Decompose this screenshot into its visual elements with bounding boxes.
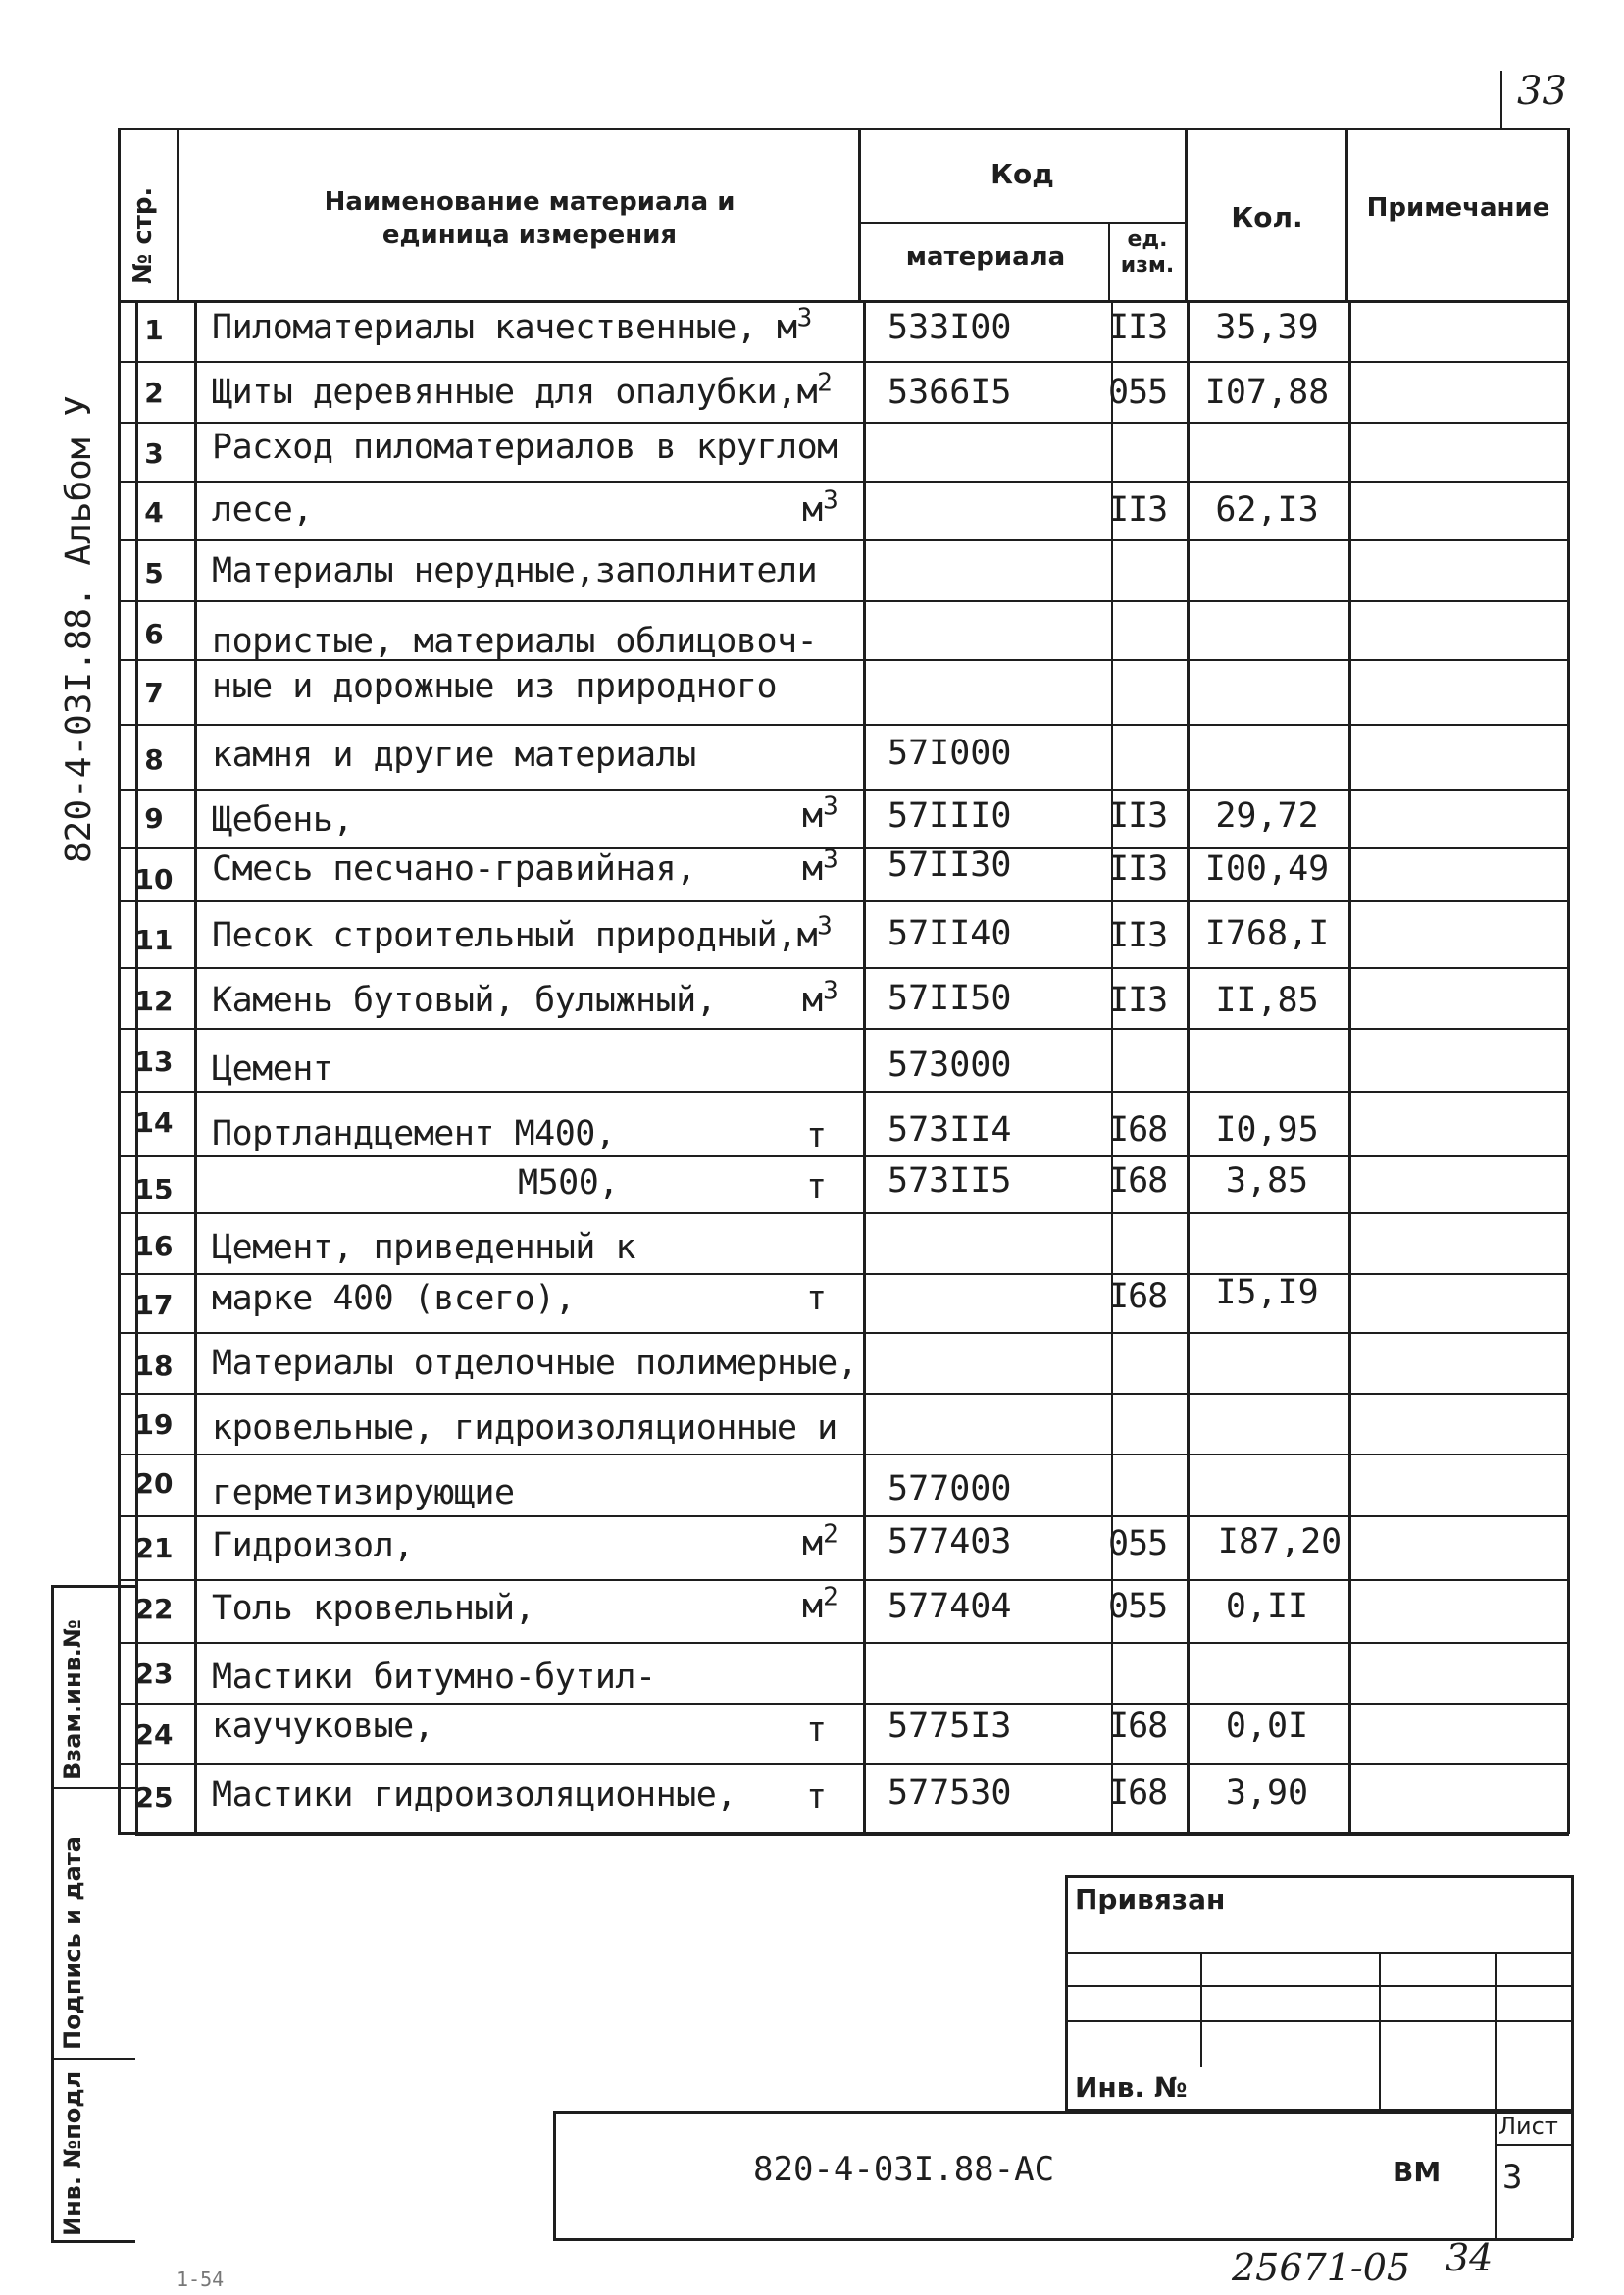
row-18-name: Материалы отделочные полимерные,	[212, 1344, 858, 1383]
inv-no-label: Инв. №	[1075, 2071, 1188, 2104]
row-15-name: М500,	[518, 1163, 619, 1202]
row-20-name: герметизирующие	[212, 1473, 515, 1512]
row-16-number: 16	[134, 1230, 174, 1262]
stage-label: ВМ	[1393, 2156, 1442, 2188]
row-20-number: 20	[134, 1467, 174, 1500]
row-15-unit-code: I68	[1108, 1161, 1168, 1200]
row-10-unit-code: II3	[1108, 849, 1168, 889]
row-17-unit: т	[806, 1279, 828, 1318]
row-24-unit: т	[806, 1710, 828, 1750]
row-15-unit: т	[806, 1167, 828, 1206]
row-1-number: 1	[144, 314, 164, 346]
row-17-qty: I5,I9	[1215, 1273, 1319, 1312]
row-23-number: 23	[134, 1658, 174, 1690]
row-24-qty: 0,0I	[1225, 1707, 1309, 1746]
row-2-unit-code: 055	[1108, 373, 1168, 412]
row-2-number: 2	[144, 377, 164, 409]
handwritten-number: 25671-05	[1232, 2246, 1411, 2289]
page-number: 33	[1517, 69, 1567, 114]
row-1-code: 533I00	[888, 308, 1012, 347]
row-25-qty: 3,90	[1225, 1773, 1309, 1812]
row-11-unit-code: II3	[1108, 916, 1168, 955]
row-4-unit: $м^3$	[802, 485, 838, 530]
header-row-no: № стр.	[128, 186, 158, 284]
row-12-number: 12	[134, 985, 174, 1017]
row-16-name: Цемент, приведенный к	[212, 1228, 636, 1267]
row-14-name: Портландцемент М400,	[212, 1114, 616, 1153]
row-22-unit: $м^2$	[802, 1582, 838, 1626]
row-21-code: 577403	[888, 1522, 1012, 1561]
row-8-number: 8	[144, 743, 164, 776]
row-9-name: Щебень,	[212, 800, 354, 840]
row-10-code: 57II30	[888, 845, 1012, 885]
row-21-qty: I87,20	[1217, 1522, 1343, 1561]
row-20-code: 577000	[888, 1469, 1012, 1508]
row-22-name: Толь кровельный,	[212, 1589, 535, 1628]
row-1-unit-code: II3	[1108, 308, 1168, 347]
row-23-name: Мастики битумно-бутил-	[212, 1658, 656, 1697]
row-9-code: 57III0	[888, 796, 1012, 836]
row-4-unit-code: II3	[1108, 490, 1168, 530]
row-11-code: 57II40	[888, 914, 1012, 953]
row-13-code: 573000	[888, 1046, 1012, 1085]
row-22-unit-code: 055	[1108, 1587, 1168, 1626]
row-22-code: 577404	[888, 1587, 1012, 1626]
row-12-qty: II,85	[1215, 981, 1319, 1020]
row-10-qty: I00,49	[1204, 849, 1330, 889]
row-12-name: Камень бутовый, булыжный,	[212, 981, 717, 1020]
row-24-unit-code: I68	[1108, 1707, 1168, 1746]
row-21-name: Гидроизол,	[212, 1526, 414, 1565]
row-25-number: 25	[134, 1781, 174, 1813]
row-11-name: Песок строительный $природный,м^3$	[212, 911, 833, 955]
row-4-number: 4	[144, 496, 164, 529]
header-code-unit: ед. изм.	[1120, 228, 1175, 279]
row-2-code: 5366I5	[888, 373, 1012, 412]
row-12-code: 57II50	[888, 979, 1012, 1018]
row-13-number: 13	[134, 1046, 174, 1078]
row-15-code: 573II5	[888, 1161, 1012, 1200]
row-22-number: 22	[134, 1593, 174, 1625]
header-name: Наименование материала и единица измерения	[324, 187, 736, 250]
row-7-name: ные и дорожные из природного	[212, 667, 778, 706]
row-24-name: каучуковые,	[212, 1707, 434, 1746]
row-21-number: 21	[134, 1532, 174, 1564]
row-15-qty: 3,85	[1225, 1161, 1309, 1200]
row-25-unit-code: I68	[1108, 1773, 1168, 1812]
stamp-vzam-inv: Взам.инв.№	[59, 1619, 86, 1780]
row-19-name: кровельные, гидроизоляционные и	[212, 1408, 837, 1448]
row-13-name: Цемент	[212, 1049, 333, 1089]
header-qty: Кол.	[1231, 201, 1303, 233]
privyazan-label: Привязан	[1075, 1883, 1226, 1915]
row-14-code: 573II4	[888, 1110, 1012, 1149]
row-11-number: 11	[134, 924, 174, 956]
row-10-unit: $м^3$	[802, 844, 838, 889]
row-9-unit: $м^3$	[802, 791, 838, 836]
row-4-qty: 62,I3	[1215, 490, 1319, 530]
row-1-qty: 35,39	[1215, 308, 1319, 347]
row-14-unit-code: I68	[1108, 1110, 1168, 1149]
row-15-number: 15	[134, 1173, 174, 1205]
row-18-number: 18	[134, 1350, 174, 1382]
row-24-code: 5775I3	[888, 1707, 1012, 1746]
row-2-name: Щиты деревянные для $опалубки,м^2$	[212, 368, 833, 412]
row-3-number: 3	[144, 437, 164, 470]
row-10-name: Смесь песчано-гравийная,	[212, 849, 696, 889]
row-12-unit-code: II3	[1108, 981, 1168, 1020]
row-12-unit: $м^3$	[802, 976, 838, 1020]
row-22-qty: 0,II	[1225, 1587, 1309, 1626]
row-25-name: Мастики гидроизоляционные,	[212, 1775, 736, 1814]
stamp-podpis: Подпись и дата	[59, 1836, 86, 2050]
row-4-name: лесе,	[212, 490, 313, 530]
row-3-name: Расход пиломатериалов в круглом	[212, 428, 837, 467]
row-14-number: 14	[134, 1106, 174, 1139]
header-code-group: Код	[990, 158, 1054, 190]
row-7-number: 7	[144, 677, 164, 709]
handwritten-page: 34	[1446, 2236, 1494, 2279]
row-17-unit-code: I68	[1108, 1277, 1168, 1316]
row-6-number: 6	[144, 618, 164, 650]
row-17-number: 17	[134, 1289, 174, 1321]
row-2-qty: I07,88	[1204, 373, 1330, 412]
sheet-label: Лист	[1498, 2113, 1558, 2140]
footer-left-mark: 1-54	[177, 2268, 225, 2291]
row-8-code: 57I000	[888, 734, 1012, 773]
row-14-unit: т	[806, 1116, 828, 1155]
row-6-name: пористые, материалы облицовоч-	[212, 622, 818, 661]
row-9-number: 9	[144, 802, 164, 835]
row-21-unit: $м^2$	[802, 1519, 838, 1563]
row-17-name: марке 400 (всего),	[212, 1279, 576, 1318]
row-8-name: камня и другие материалы	[212, 736, 696, 775]
document-code: 820-4-03I.88-АС	[753, 2150, 1055, 2189]
album-title: 820-4-03I.88. Альбом У	[59, 395, 99, 863]
header-note: Примечание	[1366, 193, 1550, 223]
row-9-unit-code: II3	[1108, 796, 1168, 836]
row-19-number: 19	[134, 1408, 174, 1441]
row-25-unit: т	[806, 1777, 828, 1816]
stamp-inv-podl: Инв. №подл	[59, 2070, 86, 2236]
row-1-name: Пиломатериалы качественные, $м^3$	[212, 303, 812, 347]
header-code-material: материала	[905, 242, 1066, 272]
row-21-unit-code: 055	[1108, 1524, 1168, 1563]
row-9-qty: 29,72	[1215, 796, 1319, 836]
row-5-name: Материалы нерудные,заполнители	[212, 551, 818, 590]
sheet-number: 3	[1502, 2158, 1523, 2197]
row-5-number: 5	[144, 557, 164, 589]
row-14-qty: I0,95	[1215, 1110, 1319, 1149]
row-11-qty: I768,I	[1204, 914, 1330, 953]
row-10-number: 10	[134, 863, 174, 895]
row-25-code: 577530	[888, 1773, 1012, 1812]
row-24-number: 24	[134, 1718, 174, 1751]
